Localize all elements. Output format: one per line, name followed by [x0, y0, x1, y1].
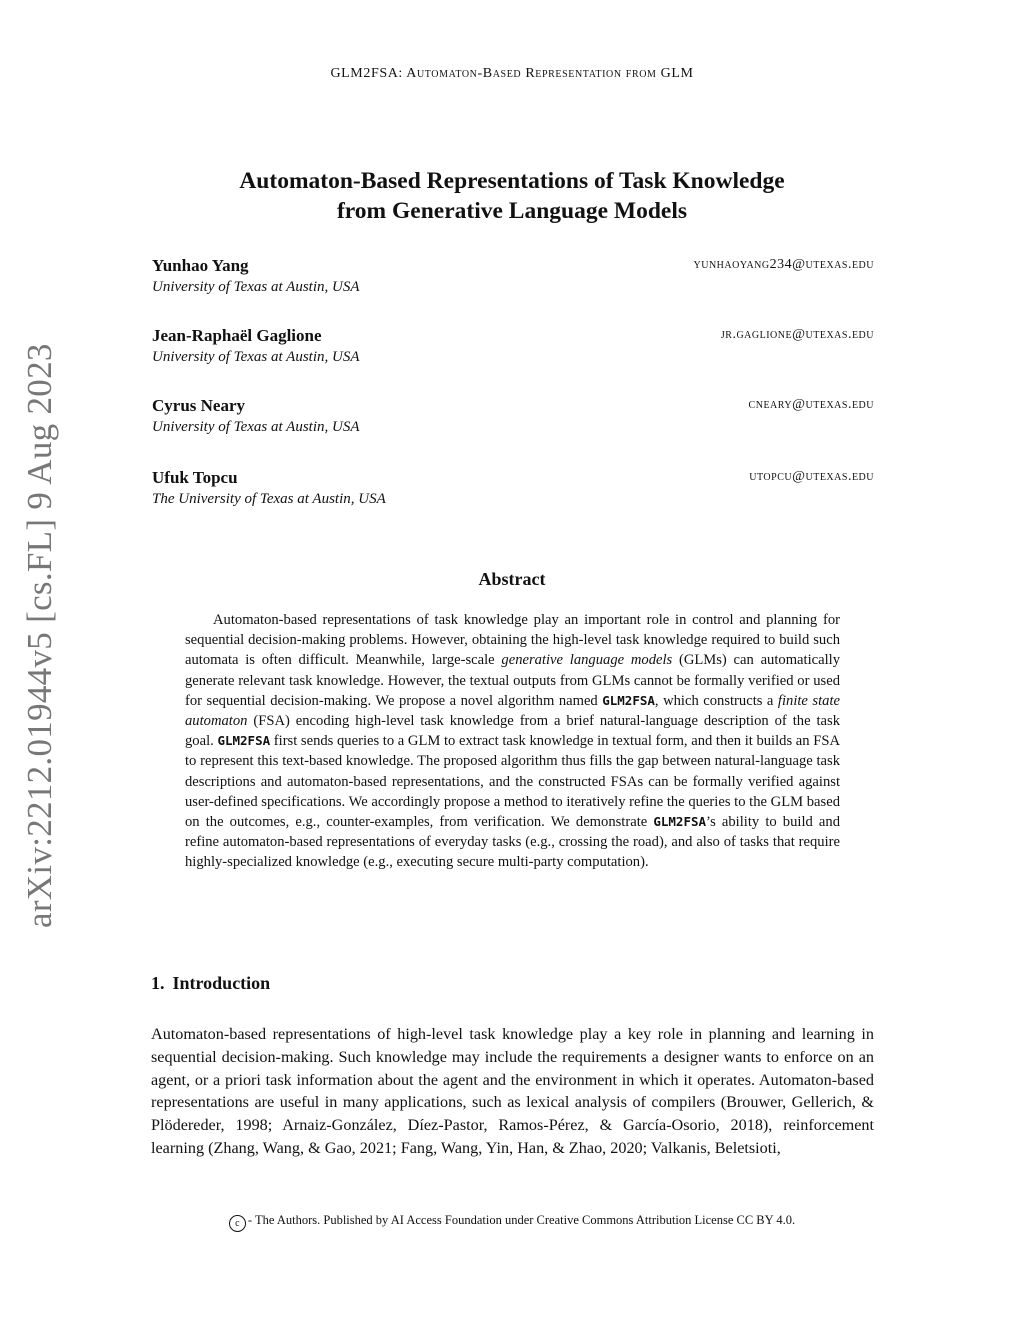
section-heading-introduction	[151, 973, 270, 994]
running-head: GLM2FSA: Automaton-Based Representation from GLM	[330, 66, 694, 81]
abstract-body	[185, 610, 840, 873]
introduction-paragraph: Automaton-based representations of high-level task knowledge play a key role in planning and learning in sequential decision-making. Such knowledge may include the requirements a designer wants to enforce on an agent, or a priori task information about the agent and the environment in which it operates. Automaton-based representations are useful in many applications, such as lexical analysis of compilers (Brouwer, Gellerich, & Plödereder, 1998; Arnaiz-González, Díez-Pastor, Ramos-Pérez, & García-Osorio, 2018), reinforcement learning (Zhang, Wang, & Gao, 2021; Fang, Wang, Yin, Han, & Zhao, 2020; Valkanis, Beletsioti,	[151, 1025, 874, 1157]
author-affiliation: The University of Texas at Austin, USA	[152, 491, 386, 507]
section-number: 1.	[151, 973, 165, 993]
author-email[interactable]: yunhaoyang234@utexas.edu	[693, 257, 874, 272]
abstract-text: , which constructs a	[654, 692, 778, 709]
author-block	[152, 325, 874, 367]
author-affiliation: University of Texas at Austin, USA	[152, 349, 360, 365]
abstract-text: (GLMs) can automatically generate relevant task knowledge. However, the textual outputs from GLMs cannot be formally verified or used for sequential decision-making. We propose a novel algorithm named	[185, 652, 841, 709]
author-affiliation: University of Texas at Austin, USA	[152, 279, 360, 295]
abstract-text: (FSA) encoding high-level task knowledge from a brief natural-language description of the task goal.	[185, 713, 840, 750]
author-name: Jean-Raphaël Gaglione	[152, 326, 322, 345]
section-title: Introduction	[172, 973, 271, 993]
paper-title	[112, 166, 912, 226]
abstract-emphasis: finite state automaton	[185, 692, 840, 730]
author-email[interactable]: jr.gaglione@utexas.edu	[720, 327, 874, 342]
abstract-heading: Abstract	[478, 569, 546, 589]
author-affiliation: University of Texas at Austin, USA	[152, 419, 360, 435]
author-name: Ufuk Topcu	[152, 468, 238, 487]
title-line-1: Automaton-Based Representations of Task Knowledge	[239, 168, 785, 194]
author-block	[152, 467, 874, 509]
abstract-text: Automaton-based representations of task knowledge play an important role in control and planning for sequential decision-making problems. However, obtaining the high-level task knowledge required to build such automata is often difficult. Meanwhile, large-scale	[185, 612, 840, 669]
author-block	[152, 395, 874, 437]
abstract-text: ’s ability to build and refine automaton-based representations of everyday tasks (e.g., crossing the road), and also of tasks that require highly-specialized knowledge (e.g., executing secure multi-party computation).	[185, 814, 840, 871]
author-email[interactable]: utopcu@utexas.edu	[749, 469, 874, 484]
footer-text: - The Authors. Published by AI Access Foundation under Creative Commons Attribution License CC BY 4.0.	[247, 1213, 796, 1227]
author-name: Yunhao Yang	[152, 256, 249, 275]
algorithm-name: GLM2FSA	[217, 733, 271, 749]
abstract-emphasis: generative language models	[501, 652, 673, 669]
title-line-2: from Generative Language Models	[336, 198, 688, 224]
author-block	[152, 255, 874, 297]
copyright-icon: c	[229, 1215, 246, 1232]
abstract-text: first sends queries to a GLM to extract task knowledge in textual form, and then it builds an FSA to represent this text-based knowledge. The proposed algorithm thus fills the gap between natural-language task descriptions and automaton-based representations, and the constructed FSAs can be formally verified against user-defined specifications. We accordingly propose a method to iteratively refine the queries to the GLM based on the outcomes, e.g., counter-examples, from verification. We demonstrate	[185, 733, 840, 831]
arxiv-identifier-stamp[interactable]: arXiv:2212.01944v5 [cs.FL] 9 Aug 2023	[20, 343, 59, 928]
author-email[interactable]: cneary@utexas.edu	[748, 397, 874, 412]
algorithm-name: GLM2FSA	[653, 814, 707, 830]
author-name: Cyrus Neary	[152, 396, 246, 415]
license-footer	[0, 1213, 1024, 1232]
algorithm-name: GLM2FSA	[602, 692, 655, 708]
